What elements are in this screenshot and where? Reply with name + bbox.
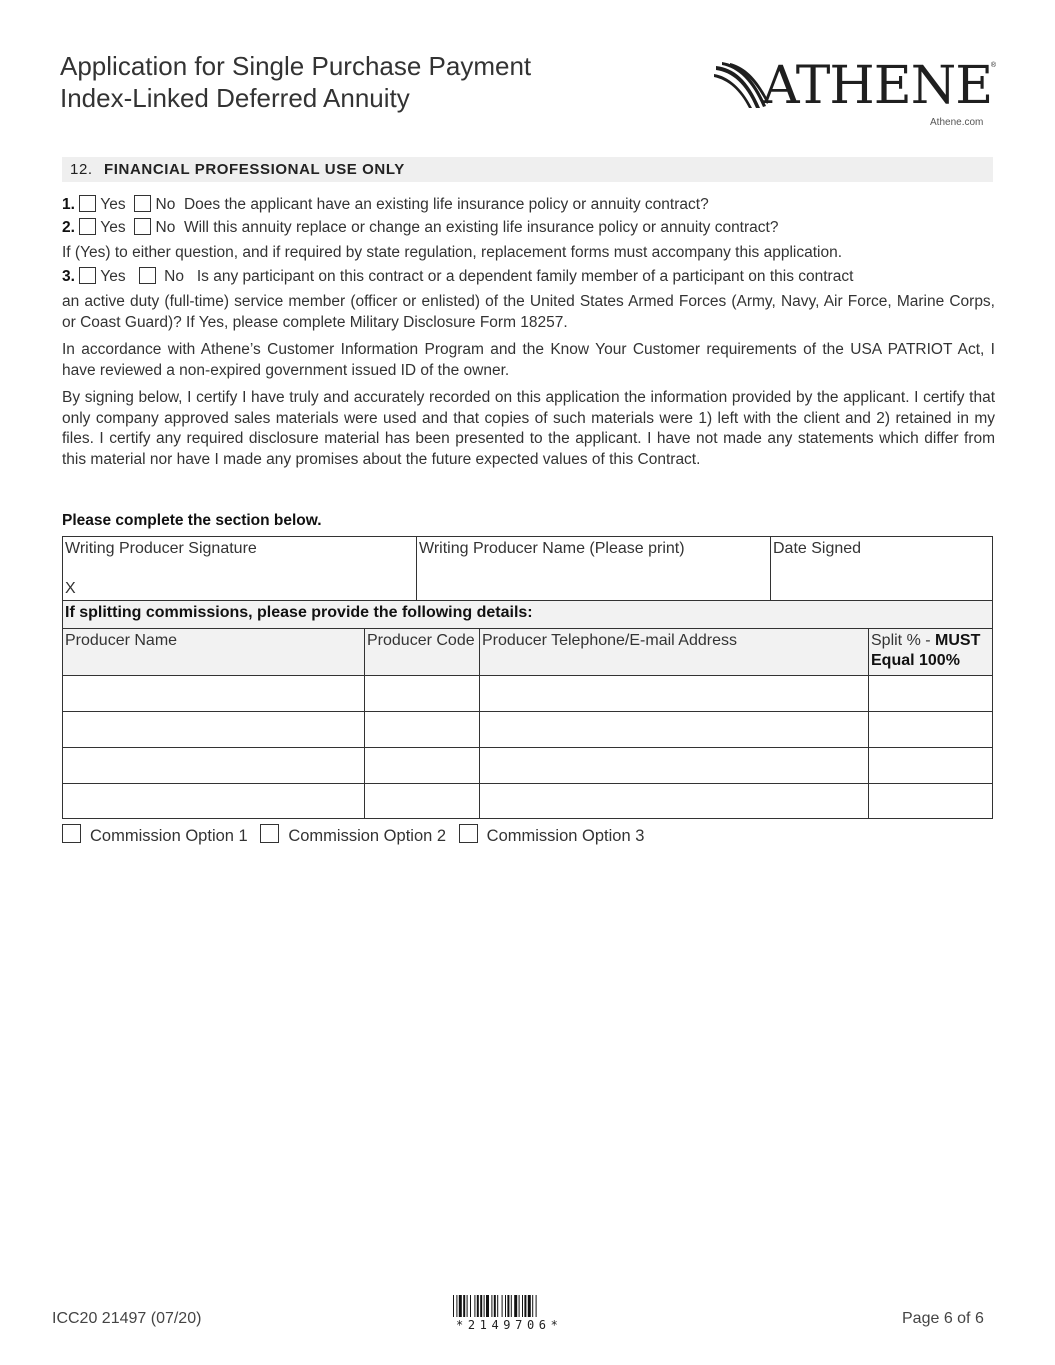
commission-option-3-checkbox[interactable] (459, 824, 478, 843)
split-label: Split % - (871, 632, 936, 649)
no-label: No (155, 196, 176, 213)
question-1 (62, 195, 709, 215)
question-number: 2. (62, 219, 75, 236)
replacement-note: If (Yes) to either question, and if required by state regulation, replacement forms must accompany this application. (62, 244, 843, 261)
q1-yes-checkbox[interactable] (79, 195, 96, 212)
page-number: Page 6 of 6 (902, 1310, 984, 1327)
producer-name-label: Writing Producer Name (Please print) (419, 540, 685, 557)
military-disclosure-text: an active duty (full-time) service member (officer or enlisted) of the United States Armed Forces (Army, Navy, Air Force, Marine Corps, or Coast Guard)? If Yes, please complete Military Disclosure Form 18257. (62, 293, 995, 331)
signature-x-mark: X (65, 580, 76, 597)
yes-label: Yes (100, 219, 126, 236)
page-title (60, 50, 531, 114)
table-row-3-code[interactable] (364, 747, 479, 783)
table-border-right (992, 536, 993, 819)
q2-yes-checkbox[interactable] (79, 218, 96, 235)
table-row-4-code[interactable] (364, 783, 479, 819)
registered-mark: ® (990, 62, 996, 69)
question-text: Is any participant on this contract or a dependent family member of a participant on this contract (196, 268, 854, 285)
producer-table (62, 536, 993, 819)
question-3 (62, 267, 853, 287)
table-row-3-contact[interactable] (479, 747, 868, 783)
question-text: Will this annuity replace or change an existing life insurance policy or annuity contract? (183, 219, 779, 236)
website-link[interactable]: Athene.com (930, 117, 984, 128)
barcode-icon (453, 1295, 615, 1317)
title-line-1: Application for Single Purchase Payment (60, 51, 532, 81)
complete-section-label: Please complete the section below. (62, 512, 322, 529)
q1-no-checkbox[interactable] (134, 195, 151, 212)
section-header (62, 157, 993, 182)
signature-cell[interactable] (62, 536, 416, 600)
table-row-1-contact[interactable] (479, 675, 868, 711)
date-signed-label: Date Signed (773, 540, 862, 557)
logo-wordmark: ATHENE (762, 56, 993, 116)
question-number: 1. (62, 196, 75, 213)
commission-option-2-label: Commission Option 2 (288, 827, 447, 845)
commission-option-3-label: Commission Option 3 (486, 827, 645, 845)
q3-yes-checkbox[interactable] (79, 267, 96, 284)
q3-no-checkbox[interactable] (139, 267, 156, 284)
certification-text: By signing below, I certify I have truly and accurately recorded on this application the information provided by the applicant. I certify that only company approved sales materials were used and that copies of such materials were 1) left with the client and 2) retained in my files. I certify any required disclosure material has been presented to the applicant. I have not made any statements which differ from this material nor have I made any promises about the future expected values of this Contract. (62, 389, 995, 468)
signature-label: Writing Producer Signature (65, 540, 257, 557)
barcode-text: *2149706* (456, 1318, 563, 1332)
commission-option-1-label: Commission Option 1 (90, 827, 248, 845)
table-row-1-code[interactable] (364, 675, 479, 711)
yes-label: Yes (100, 268, 126, 285)
table-row-1-split[interactable] (868, 675, 993, 711)
date-signed-cell[interactable] (770, 536, 993, 600)
table-row-2-contact[interactable] (479, 711, 868, 747)
section-title: FINANCIAL PROFESSIONAL USE ONLY (104, 161, 405, 178)
commission-option-2-checkbox[interactable] (260, 824, 279, 843)
yes-label: Yes (100, 196, 126, 213)
table-row-4-name[interactable] (62, 783, 364, 819)
table-border-bottom (62, 818, 993, 819)
col-header-producer-name: Producer Name (62, 628, 364, 675)
col-header-split (868, 628, 993, 675)
table-row-4-split[interactable] (868, 783, 993, 819)
col-header-contact: Producer Telephone/E-mail Address (479, 628, 868, 675)
table-row-2-name[interactable] (62, 711, 364, 747)
title-line-2: Index-Linked Deferred Annuity (60, 83, 410, 113)
table-row-3-name[interactable] (62, 747, 364, 783)
split-commissions-heading: If splitting commissions, please provide the following details: (62, 600, 993, 628)
athene-logo (714, 58, 996, 114)
table-row-1-name[interactable] (62, 675, 364, 711)
table-row-4-contact[interactable] (479, 783, 868, 819)
split-requirement: MUST Equal 100% (871, 632, 981, 669)
producer-name-cell[interactable] (416, 536, 770, 600)
col-header-producer-code: Producer Code (364, 628, 479, 675)
patriot-act-text: In accordance with Athene’s Customer Information Program and the Know Your Customer requirements of the USA PATRIOT Act, I have reviewed a non-expired government issued ID of the owner. (62, 341, 995, 379)
commission-option-1[interactable] (62, 824, 248, 846)
no-label: No (164, 268, 184, 285)
question-number: 3. (62, 268, 75, 285)
commission-option-3[interactable] (459, 824, 645, 846)
question-text: Does the applicant have an existing life insurance policy or annuity contract? (183, 196, 709, 213)
no-label: No (155, 219, 176, 236)
question-2 (62, 218, 778, 238)
table-row-2-code[interactable] (364, 711, 479, 747)
commission-option-1-checkbox[interactable] (62, 824, 81, 843)
table-row-2-split[interactable] (868, 711, 993, 747)
section-number: 12. (70, 161, 93, 178)
table-row-3-split[interactable] (868, 747, 993, 783)
q2-no-checkbox[interactable] (134, 218, 151, 235)
form-id: ICC20 21497 (07/20) (52, 1310, 202, 1327)
commission-options (62, 824, 652, 846)
commission-option-2[interactable] (260, 824, 446, 846)
